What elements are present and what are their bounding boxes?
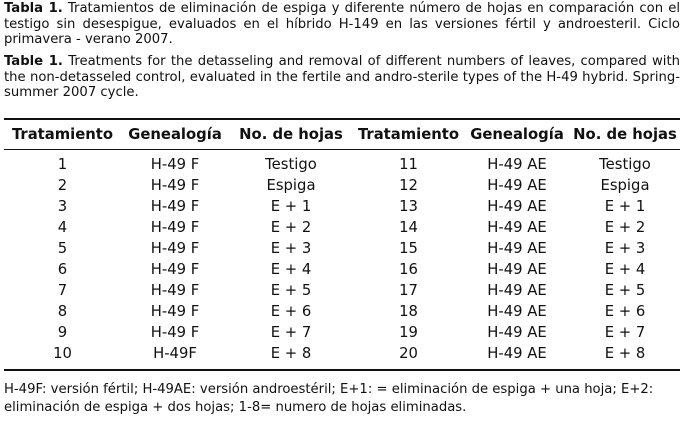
cell-no-de-hojas: E + 7: [270, 324, 312, 341]
table-row: [4, 280, 680, 301]
cell-no-de-hojas-2: Testigo: [599, 156, 651, 173]
cell-tratamiento-2: 14: [399, 219, 418, 236]
table-row: [4, 217, 680, 238]
cell-no-de-hojas-2: E + 5: [604, 282, 646, 299]
caption-english-label: Table 1.: [4, 54, 63, 69]
cell-no-de-hojas: E + 4: [270, 261, 312, 278]
cell-genealogia: H-49 F: [150, 177, 200, 194]
cell-no-de-hojas-2: E + 3: [604, 240, 646, 257]
table-row: [4, 175, 680, 196]
cell-genealogia: H-49 F: [150, 303, 200, 320]
cell-genealogia-2: H-49 AE: [487, 156, 547, 173]
cell-tratamiento: 5: [57, 240, 68, 257]
cell-no-de-hojas-2: E + 8: [604, 345, 646, 362]
header-tratamiento-2: Tratamiento: [357, 126, 460, 143]
cell-genealogia-2: H-49 AE: [487, 303, 547, 320]
cell-genealogia: H-49F: [153, 345, 197, 362]
table-row: [4, 154, 680, 175]
cell-no-de-hojas: E + 1: [270, 198, 312, 215]
cell-no-de-hojas: E + 5: [270, 282, 312, 299]
cell-no-de-hojas-2: E + 7: [604, 324, 646, 341]
cell-tratamiento-2: 13: [399, 198, 418, 215]
table-row: [4, 196, 680, 217]
cell-genealogia-2: H-49 AE: [487, 261, 547, 278]
caption-spanish: [4, 1, 680, 48]
cell-genealogia-2: H-49 AE: [487, 198, 547, 215]
cell-genealogia: H-49 F: [150, 261, 200, 278]
table-header-rule: [4, 149, 680, 150]
cell-no-de-hojas: Espiga: [266, 177, 316, 194]
cell-tratamiento-2: 16: [399, 261, 418, 278]
cell-no-de-hojas: E + 8: [270, 345, 312, 362]
header-tratamiento: Tratamiento: [11, 126, 114, 143]
cell-tratamiento: 6: [57, 261, 68, 278]
cell-no-de-hojas: E + 6: [270, 303, 312, 320]
table-bottom-rule: [4, 369, 680, 371]
cell-tratamiento-2: 18: [399, 303, 418, 320]
cell-genealogia: H-49 F: [150, 198, 200, 215]
cell-no-de-hojas-2: E + 6: [604, 303, 646, 320]
cell-tratamiento-2: 19: [399, 324, 418, 341]
table-row: [4, 322, 680, 343]
cell-no-de-hojas: E + 2: [270, 219, 312, 236]
cell-tratamiento-2: 11: [399, 156, 418, 173]
cell-genealogia: H-49 F: [150, 219, 200, 236]
header-no-de-hojas: No. de hojas: [239, 126, 343, 143]
cell-tratamiento-2: 20: [399, 345, 418, 362]
cell-tratamiento: 8: [57, 303, 68, 320]
header-genealogia-2: Genealogía: [470, 126, 564, 143]
cell-genealogia: H-49 F: [150, 282, 200, 299]
cell-no-de-hojas-2: Espiga: [600, 177, 650, 194]
table-row: [4, 301, 680, 322]
cell-genealogia: H-49 F: [150, 240, 200, 257]
cell-no-de-hojas: E + 3: [270, 240, 312, 257]
cell-tratamiento: 9: [57, 324, 68, 341]
cell-no-de-hojas-2: E + 2: [604, 219, 646, 236]
cell-tratamiento: 4: [57, 219, 68, 236]
cell-genealogia-2: H-49 AE: [487, 324, 547, 341]
cell-no-de-hojas-2: E + 4: [604, 261, 646, 278]
cell-genealogia-2: H-49 AE: [487, 177, 547, 194]
table-top-rule: [4, 118, 680, 120]
table-body: [4, 154, 680, 364]
cell-tratamiento: 10: [53, 345, 72, 362]
cell-genealogia-2: H-49 AE: [487, 282, 547, 299]
header-row: [4, 121, 680, 148]
header-genealogia: Genealogía: [128, 126, 222, 143]
cell-genealogia: H-49 F: [150, 324, 200, 341]
cell-genealogia-2: H-49 AE: [487, 219, 547, 236]
cell-genealogia-2: H-49 AE: [487, 240, 547, 257]
table-row: [4, 259, 680, 280]
caption-english-text: Treatments for the detasseling and removal of different numbers of leaves, compared with the non-detasseled control, evaluated in the fertile and andro-sterile types of the H-49 hybrid. Spring-summer 2007 cycle.: [4, 54, 680, 100]
caption-spanish-text: Tratamientos de eliminación de espiga y diferente número de hojas en comparación con el testigo sin desespigue, evaluados en el híbrido H-149 en las versiones fértil y androesteril. Ciclo primavera - verano 2007.: [4, 1, 680, 47]
header-no-de-hojas-2: No. de hojas: [573, 126, 677, 143]
cell-tratamiento: 7: [57, 282, 68, 299]
cell-genealogia-2: H-49 AE: [487, 345, 547, 362]
cell-no-de-hojas-2: E + 1: [604, 198, 646, 215]
table-row: [4, 343, 680, 364]
cell-tratamiento: 1: [57, 156, 68, 173]
table-footnote: H-49F: versión fértil; H-49AE: versión androestéril; E+1: = eliminación de espiga + una hoja; E+2: eliminación de espiga + dos hojas; 1-8= numero de hojas eliminadas.: [4, 382, 654, 415]
cell-tratamiento-2: 12: [399, 177, 418, 194]
table-row: [4, 238, 680, 259]
cell-tratamiento-2: 17: [399, 282, 418, 299]
cell-tratamiento-2: 15: [399, 240, 418, 257]
cell-tratamiento: 3: [57, 198, 68, 215]
caption-english: [4, 54, 680, 101]
cell-genealogia: H-49 F: [150, 156, 200, 173]
table-header: [4, 121, 680, 148]
cell-tratamiento: 2: [57, 177, 68, 194]
caption-spanish-label: Tabla 1.: [4, 1, 63, 16]
cell-no-de-hojas: Testigo: [265, 156, 317, 173]
